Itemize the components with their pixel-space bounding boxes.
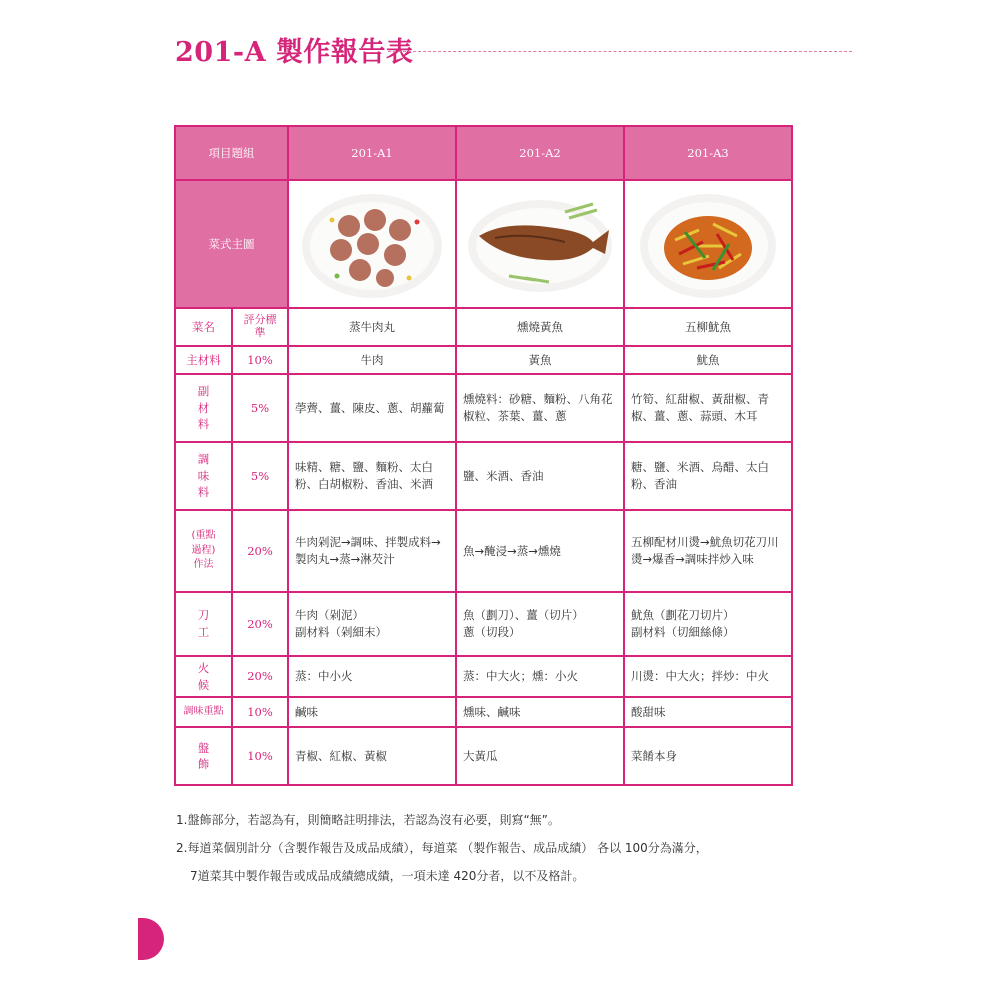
row-label: 主材料 [175, 346, 232, 374]
table-cell: 魚（劃刀）、薑（切片） 蔥（切段） [456, 592, 624, 656]
table-cell: 牛肉 [288, 346, 456, 374]
table-cell: 燻燒料：砂糖、麵粉、八角花椒粒、茶葉、薑、蔥 [456, 374, 624, 442]
table-cell: 五柳配材川燙→魷魚切花刀川燙→爆香→調味拌炒入味 [624, 510, 792, 592]
dish-name-row [175, 308, 792, 346]
row-weight: 5% [232, 442, 288, 510]
table-cell: 魷魚（劃花刀切片） 副材料（切細絲條） [624, 592, 792, 656]
table-row [175, 697, 792, 727]
table-cell: 味精、糖、鹽、麵粉、太白粉、白胡椒粉、香油、米酒 [288, 442, 456, 510]
table-row [175, 592, 792, 656]
meatballs-image [297, 184, 447, 304]
table-cell: 菜餚本身 [624, 727, 792, 785]
page-number-tab [138, 918, 164, 960]
dish-name-a2: 燻燒黃魚 [456, 308, 624, 346]
row-weight: 10% [232, 346, 288, 374]
dish-name-label: 菜名 [175, 308, 232, 346]
table-cell: 糖、鹽、米酒、烏醋、太白粉、香油 [624, 442, 792, 510]
photo-row [175, 180, 792, 308]
table-cell: 蒸：中大火；燻：小火 [456, 656, 624, 697]
column-header-a2: 201-A2 [456, 126, 624, 180]
table-cell: 魷魚 [624, 346, 792, 374]
row-weight: 10% [232, 697, 288, 727]
table-cell: 蒸：中小火 [288, 656, 456, 697]
table-cell: 魚→醃浸→蒸→燻燒 [456, 510, 624, 592]
row-label: 調味料 [197, 451, 210, 500]
dish-photo-a1 [288, 180, 456, 308]
table-cell: 牛肉剁泥→調味、拌製成料→製肉丸→蒸→淋芡汁 [288, 510, 456, 592]
table-cell: 青椒、紅椒、黃椒 [288, 727, 456, 785]
dish-name-a1: 蒸牛肉丸 [288, 308, 456, 346]
table-row [175, 510, 792, 592]
footnote-1: 1.盤飾部分，若認為有，則簡略註明排法，若認為沒有必要，則寫“無”。 [176, 813, 560, 827]
row-label: 刀工 [197, 608, 210, 639]
column-header-a3: 201-A3 [624, 126, 792, 180]
table-row [175, 374, 792, 442]
table-cell: 竹筍、紅甜椒、黃甜椒、青椒、薑、蔥、蒜頭、木耳 [624, 374, 792, 442]
title-dashed-rule [388, 51, 852, 52]
row-weight: 20% [232, 592, 288, 656]
table-cell: 大黃瓜 [456, 727, 624, 785]
row-weight: 20% [232, 510, 288, 592]
report-table [174, 125, 793, 786]
row-label: 火候 [197, 661, 210, 692]
header-row [175, 126, 792, 180]
table-cell: 鹽、米酒、香油 [456, 442, 624, 510]
footnote-2-continued: 7道菜其中製作報告或成品成績總成績，一項未達 420分者，以不及格計。 [190, 869, 585, 883]
smoked-fish-image [465, 184, 615, 304]
table-row [175, 727, 792, 785]
table-cell: 川燙：中大火；拌炒：中火 [624, 656, 792, 697]
dish-name-a3: 五柳魷魚 [624, 308, 792, 346]
table-cell: 酸甜味 [624, 697, 792, 727]
table-row [175, 656, 792, 697]
row-label: 副材料 [197, 383, 210, 432]
row-weight: 5% [232, 374, 288, 442]
table-row [175, 442, 792, 510]
table-cell: 鹹味 [288, 697, 456, 727]
row-weight: 20% [232, 656, 288, 697]
dish-photo-a3 [624, 180, 792, 308]
column-header-a1: 201-A1 [288, 126, 456, 180]
row-weight: 10% [232, 727, 288, 785]
dish-photo-a2 [456, 180, 624, 308]
page-title: 201-A 製作報告表 [175, 37, 414, 68]
table-row [175, 346, 792, 374]
table-cell: 荸薺、薑、陳皮、蔥、胡蘿蔔 [288, 374, 456, 442]
score-label: 評分標準 [232, 308, 288, 346]
footnotes [176, 806, 708, 890]
photo-label: 菜式主圖 [175, 180, 288, 308]
table-cell: 牛肉（剁泥） 副材料（剁細末） [288, 592, 456, 656]
row-label: 盤飾 [197, 740, 210, 772]
table-cell: 燻味、鹹味 [456, 697, 624, 727]
footnote-2: 2.每道菜個別計分（含製作報告及成品成績），每道菜 （製作報告、成品成績） 各以 100分為滿分， [176, 841, 708, 855]
row-label: (重點過程)作法 [191, 530, 216, 571]
squid-stirfry-image [633, 184, 783, 304]
header-label: 項目題組 [175, 126, 288, 180]
row-label: 調味重點 [175, 697, 232, 727]
table-cell: 黃魚 [456, 346, 624, 374]
